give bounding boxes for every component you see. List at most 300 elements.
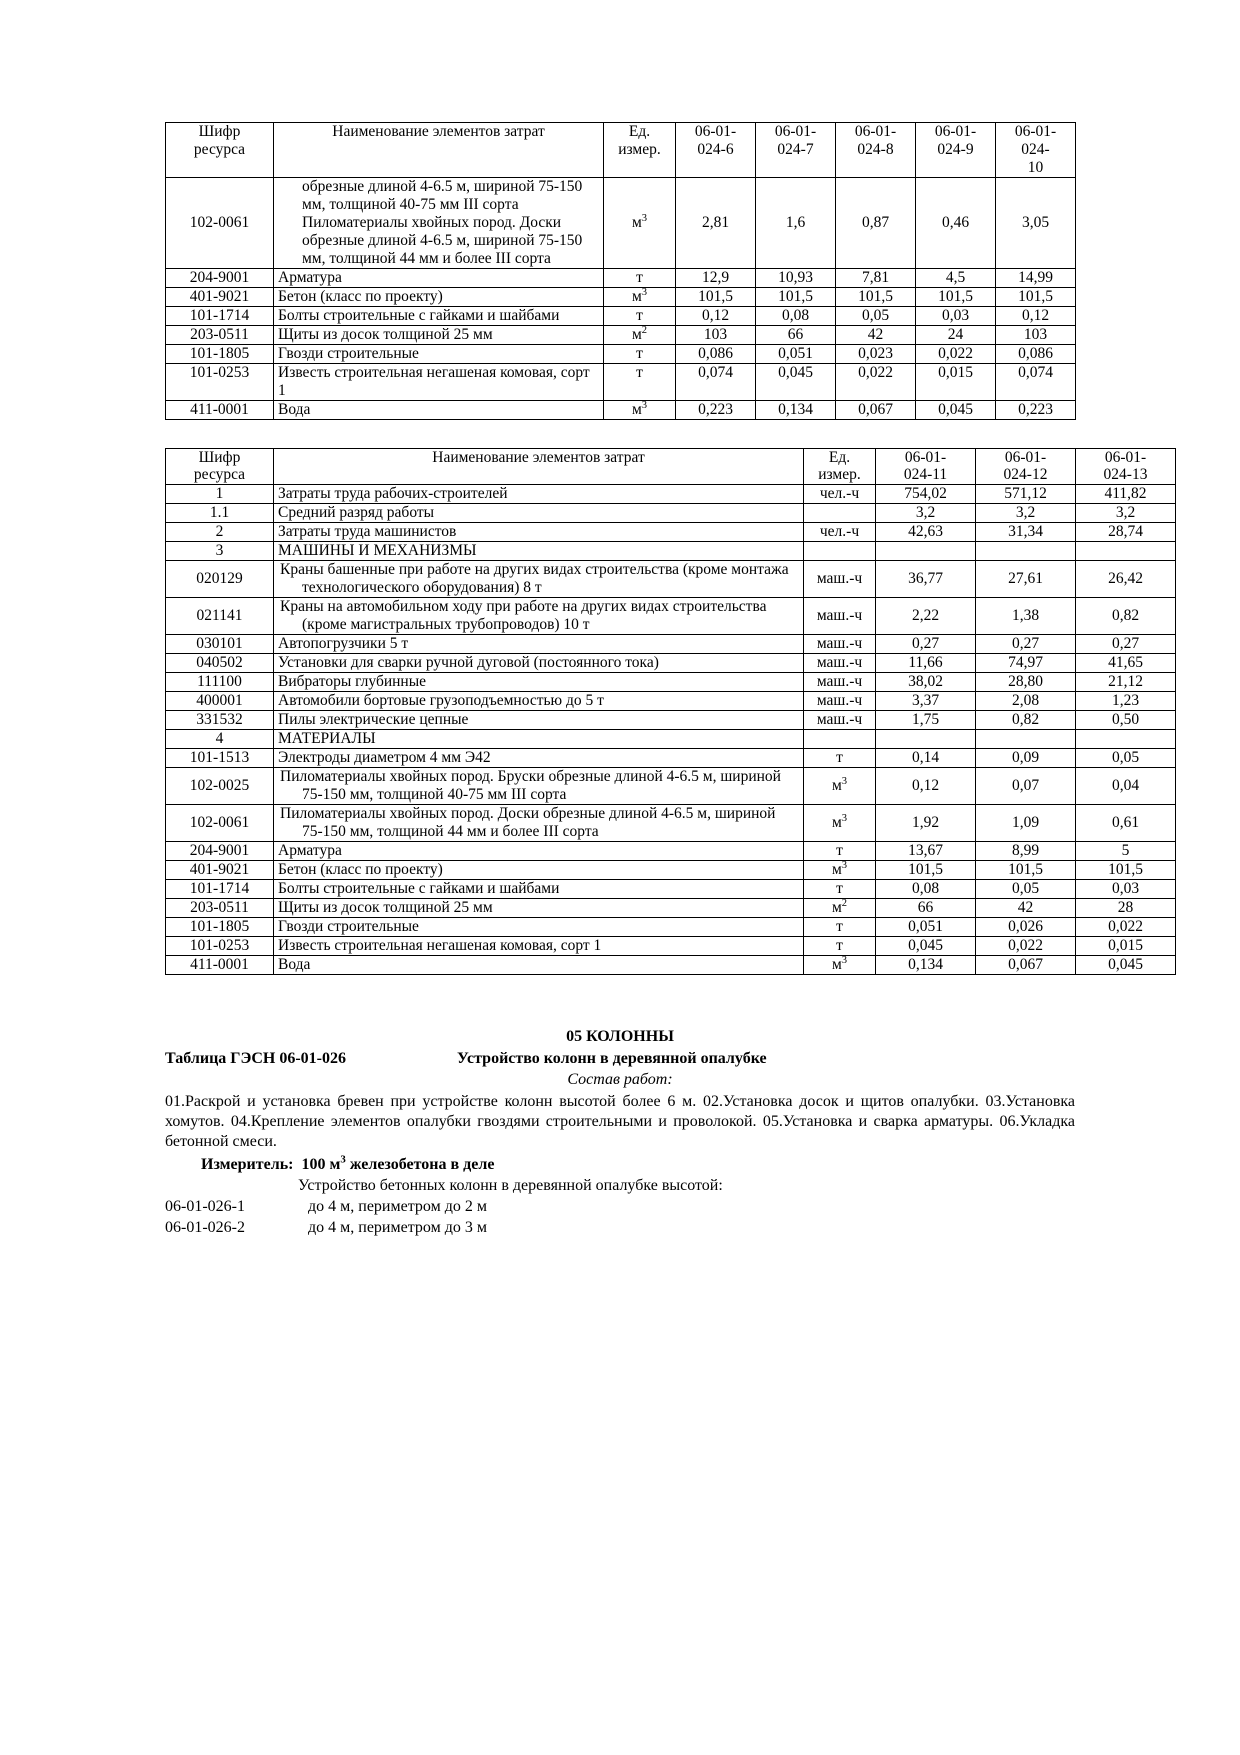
cell-value: 0,46 [916,177,996,268]
col-code-line1: 06-01- [1014,123,1057,140]
cell-resource-code: 400001 [166,692,274,711]
cell-value: 66 [756,325,836,344]
cell-resource-code: 401-9021 [166,860,274,879]
cell-unit: т [604,268,676,287]
header-code-line1: Шифр [198,448,241,466]
cell-value: 0,015 [916,363,996,400]
cell-resource-code: 102-0061 [166,804,274,841]
norm-item [165,1197,1075,1217]
cell-item-name: Краны башенные при работе на других видах строительства (кроме монтажа технологического оборудования) 8 т [274,561,804,598]
table-row [166,898,1176,917]
col-code-line2: 024-13 [1103,466,1148,484]
norm-item-code: 06-01-026-1 [165,1198,245,1216]
cell-value: 0,067 [836,400,916,419]
table-row [166,879,1176,898]
section-heading: 05 КОЛОННЫ [566,1027,674,1045]
table-row [166,955,1176,974]
header-unit-cell [604,123,676,178]
cell-unit: маш.-ч [804,673,876,692]
col-code-line1: 06-01- [854,123,897,140]
table-row [166,598,1176,635]
cell-item-name: Вибраторы глубинные [274,673,804,692]
header-col-024-13 [1076,448,1176,485]
cell-item-name: Гвозди строительные [274,917,804,936]
cell-item-name: Пилы электрические цепные [274,711,804,730]
cell-resource-code: 020129 [166,561,274,598]
cell-unit: $м^3$ [804,860,876,879]
cell-value: 3,2 [976,504,1076,523]
cell-resource-code: 102-0025 [166,767,274,804]
cell-value: 103 [996,325,1076,344]
cell-value: 0,09 [976,749,1076,768]
col-code-line2: 024-9 [937,140,974,158]
table-row [166,635,1176,654]
cell-item-name: Затраты труда рабочих-строителей [274,485,804,504]
cell-value: 101,5 [996,287,1076,306]
cell-value: 3,2 [876,504,976,523]
cell-value: 11,66 [876,654,976,673]
cell-value: 41,65 [1076,654,1176,673]
cell-resource-code: 1.1 [166,504,274,523]
norm-item-code: 06-01-026-2 [165,1219,245,1237]
cell-item-name: Пиломатериалы хвойных пород. Бруски обрезные длиной 4-6.5 м, шириной 75-150 мм, толщиной 40-75 мм III сорта [274,767,804,804]
measure-value [298,1153,495,1173]
cell-unit: т [804,917,876,936]
table-row [166,177,1076,268]
cell-item-name: Вода [274,955,804,974]
cell-value: 42,63 [876,523,976,542]
footer-text-block [165,1027,1075,1239]
cell-value: 101,5 [756,287,836,306]
resource-table-024-11-to-13 [165,448,1176,975]
header-unit-line2: измер. [818,466,861,484]
table-row [166,287,1076,306]
cell-value: 0,223 [996,400,1076,419]
cell-value: 28 [1076,898,1176,917]
cell-unit: маш.-ч [804,692,876,711]
cell-value: 0,045 [1076,955,1176,974]
cell-value: 2,08 [976,692,1076,711]
cell-value: 0,82 [976,711,1076,730]
cell-value: 0,05 [976,879,1076,898]
header-unit-line1: Ед. [628,123,651,140]
cell-value: 0,03 [1076,879,1176,898]
table-row [166,268,1076,287]
cell-resource-code: 021141 [166,598,274,635]
col-code-line2: 024-12 [1003,466,1048,484]
cell-value: 2,22 [876,598,976,635]
cell-value: 7,81 [836,268,916,287]
cell-value: 28,74 [1076,523,1176,542]
cell-value: 0,026 [976,917,1076,936]
col-code-line1: 06-01- [904,448,947,466]
cell-value: 0,015 [1076,936,1176,955]
cell-value [976,730,1076,749]
cell-resource-code: 203-0511 [166,325,274,344]
cell-value: 12,9 [676,268,756,287]
cell-item-name: Затраты труда машинистов [274,523,804,542]
cell-unit: т [804,879,876,898]
cell-value: 0,086 [996,344,1076,363]
cell-value [1076,542,1176,561]
cell-value: 0,12 [876,767,976,804]
cell-item-name: Краны на автомобильном ходу при работе на других видах строительства (кроме магистральных трубопроводов) 10 т [274,598,804,635]
cell-value: 14,99 [996,268,1076,287]
cell-value: 0,08 [756,306,836,325]
cell-value: 0,045 [916,400,996,419]
table-row [166,917,1176,936]
unit-exponent: 3 [841,954,848,966]
table-row [166,730,1176,749]
cell-resource-code: 4 [166,730,274,749]
cell-value: 0,27 [1076,635,1176,654]
cell-resource-code: 101-0253 [166,363,274,400]
cell-resource-code: 331532 [166,711,274,730]
table-row [166,485,1176,504]
cell-item-name: Гвозди строительные [274,344,604,363]
measure-value-post: железобетона в деле [345,1155,495,1173]
cell-value: 754,02 [876,485,976,504]
cell-value: 0,82 [1076,598,1176,635]
cell-resource-code: 411-0001 [166,955,274,974]
cell-resource-code: 101-1805 [166,917,274,936]
table-row [166,711,1176,730]
table-row [166,325,1076,344]
table-row [166,504,1176,523]
cell-value: 1,75 [876,711,976,730]
cell-value: 0,12 [996,306,1076,325]
cell-unit: маш.-ч [804,561,876,598]
table-row [166,306,1076,325]
cell-value: 101,5 [1076,860,1176,879]
table-row [166,673,1176,692]
cell-value: 4,5 [916,268,996,287]
norm-item-desc: до 4 м, периметром до 2 м [308,1198,487,1216]
cell-value: 0,05 [1076,749,1176,768]
table-row [166,692,1176,711]
cell-value: 8,99 [976,841,1076,860]
col-code-line1: 06-01- [1004,448,1047,466]
cell-item-name: МАТЕРИАЛЫ [274,730,804,749]
cell-resource-code: 401-9021 [166,287,274,306]
cell-unit: маш.-ч [804,598,876,635]
cell-value: 27,61 [976,561,1076,598]
cell-item-name: Болты строительные с гайками и шайбами [274,306,604,325]
cell-value: 0,045 [756,363,836,400]
cell-value: 10,93 [756,268,836,287]
resource-table-024-6-to-10 [165,122,1076,420]
unit-exponent: 2 [641,324,648,336]
cell-value: 0,08 [876,879,976,898]
cell-resource-code: 101-1513 [166,749,274,768]
cell-item-name: Средний разряд работы [274,504,804,523]
cell-value: 0,074 [996,363,1076,400]
cell-value: 1,23 [1076,692,1176,711]
cell-item-name: Автомобили бортовые грузоподъемностью до 5 т [274,692,804,711]
table-row [166,860,1176,879]
cell-unit: т [804,841,876,860]
header-col-024-8 [836,123,916,178]
cell-value: 0,05 [836,306,916,325]
cell-value: 0,022 [976,936,1076,955]
cell-unit: т [604,363,676,400]
cell-unit: $м^2$ [604,325,676,344]
cell-value: 101,5 [836,287,916,306]
measure-line [165,1155,1075,1175]
cell-value: 0,086 [676,344,756,363]
cell-value: 0,023 [836,344,916,363]
cell-value: 42 [976,898,1076,917]
table-row [166,749,1176,768]
cell-value: 0,07 [976,767,1076,804]
cell-item-name: Электроды диаметром 4 мм Э42 [274,749,804,768]
header-unit-cell [804,448,876,485]
header-col-024-9 [916,123,996,178]
cell-value: 0,134 [876,955,976,974]
cell-item-name: Бетон (класс по проекту) [274,860,804,879]
cell-value: 103 [676,325,756,344]
cell-value: 38,02 [876,673,976,692]
cell-value: 0,067 [976,955,1076,974]
cell-unit: т [604,344,676,363]
cell-value: 0,04 [1076,767,1176,804]
header-col-024-12 [976,448,1076,485]
header-name-cell: Наименование элементов затрат [274,448,804,485]
col-code-line2: 024-7 [777,140,814,158]
cell-item-name: Вода [274,400,604,419]
col-code-line2: 024-6 [697,140,734,158]
unit-exponent: 3 [841,859,848,871]
cell-item-name: Бетон (класс по проекту) [274,287,604,306]
subtitle-line: Устройство бетонных колонн в деревянной опалубке высотой: [298,1176,723,1194]
measure-value-sup: 3 [340,1153,346,1166]
cell-unit: т [804,749,876,768]
cell-resource-code: 204-9001 [166,841,274,860]
cell-value: 101,5 [676,287,756,306]
table-label: Таблица ГЭСН 06-01-026 [165,1049,346,1067]
cell-value: 101,5 [976,860,1076,879]
col-code-line2: 024-8 [857,140,894,158]
table2-body [166,485,1176,974]
header-code-line1: Шифр [198,123,241,140]
cell-item-name: Автопогрузчики 5 т [274,635,804,654]
cell-value: 0,045 [876,936,976,955]
cell-unit: чел.-ч [804,523,876,542]
cell-value: 101,5 [916,287,996,306]
unit-exponent: 3 [641,399,648,411]
cell-value: 24 [916,325,996,344]
cell-value: 36,77 [876,561,976,598]
cell-value: 0,03 [916,306,996,325]
cell-value: 0,50 [1076,711,1176,730]
cell-unit: маш.-ч [804,654,876,673]
cell-value: 0,022 [916,344,996,363]
table-row [166,841,1176,860]
cell-value: 0,022 [836,363,916,400]
cell-value [1076,730,1176,749]
cell-value: 31,34 [976,523,1076,542]
cell-resource-code: 1 [166,485,274,504]
table-row [166,363,1076,400]
cell-value: 3,37 [876,692,976,711]
cell-value: 13,67 [876,841,976,860]
cell-resource-code: 111100 [166,673,274,692]
header-code-cell [166,448,274,485]
cell-resource-code: 3 [166,542,274,561]
cell-value: 42 [836,325,916,344]
header-unit-line1: Ед. [828,448,851,466]
header-code-line2: ресурса [193,140,246,158]
cell-value: 21,12 [1076,673,1176,692]
cell-value: 1,92 [876,804,976,841]
table-row [166,542,1176,561]
cell-unit: $м^3$ [804,804,876,841]
cell-unit: $м^2$ [804,898,876,917]
cell-value: 0,14 [876,749,976,768]
table-row [166,654,1176,673]
composition-label: Состав работ: [567,1071,673,1089]
cell-resource-code: 101-1714 [166,879,274,898]
works-text: 01.Раскрой и установка бревен при устройстве колонн высотой более 6 м. 02.Установка досок и щитов опалубки. 03.Установка хомутов. 04.Крепление элементов опалубки гвоздями строительными и проволокой. 05.Установка и сварка арматуры. 06.Укладка бетонной смеси. [165,1092,1075,1151]
cell-value: 0,051 [876,917,976,936]
cell-item-name: Арматура [274,268,604,287]
cell-value: 0,27 [976,635,1076,654]
table1-body [166,177,1076,419]
header-code-cell [166,123,274,178]
cell-resource-code: 030101 [166,635,274,654]
unit-exponent: 3 [641,286,648,298]
cell-item-name: Пиломатериалы хвойных пород. Доски обрезные длиной 4-6.5 м, шириной 75-150 мм, толщиной 44 мм и более III сорта [274,804,804,841]
header-col-024-6 [676,123,756,178]
cell-resource-code: 204-9001 [166,268,274,287]
cell-resource-code: 101-1714 [166,306,274,325]
cell-unit: маш.-ч [804,711,876,730]
cell-value: 0,27 [876,635,976,654]
header-unit-line2: измер. [618,140,661,158]
unit-exponent: 3 [841,775,848,787]
table-row [166,804,1176,841]
cell-item-name: Щиты из досок толщиной 25 мм [274,898,804,917]
works-description [165,1092,1075,1153]
cell-value: 74,97 [976,654,1076,673]
cell-unit: чел.-ч [804,485,876,504]
cell-unit [804,542,876,561]
table-row [166,767,1176,804]
cell-unit: $м^3$ [804,767,876,804]
cell-item-name: МАШИНЫ И МЕХАНИЗМЫ [274,542,804,561]
col-code-line2: 024-11 [903,466,948,484]
cell-value: 1,09 [976,804,1076,841]
cell-value: 3,05 [996,177,1076,268]
cell-value: 411,82 [1076,485,1176,504]
cell-resource-code: 040502 [166,654,274,673]
cell-value: 66 [876,898,976,917]
cell-item-name: Известь строительная негашеная комовая, сорт 1 [274,936,804,955]
col-code-line1: 06-01- [774,123,817,140]
cell-value [876,542,976,561]
unit-exponent: 3 [641,212,648,224]
cell-resource-code: 102-0061 [166,177,274,268]
cell-resource-code: 411-0001 [166,400,274,419]
cell-value: 0,12 [676,306,756,325]
header-col-024-11 [876,448,976,485]
measure-value-pre: 100 м [301,1155,341,1173]
cell-value: 3,2 [1076,504,1176,523]
cell-value: 0,61 [1076,804,1176,841]
cell-unit [804,730,876,749]
header-code-line2: ресурса [193,466,246,484]
cell-item-name: Болты строительные с гайками и шайбами [274,879,804,898]
cell-value: 571,12 [976,485,1076,504]
cell-unit: т [804,936,876,955]
measure-label: Измеритель: [201,1155,294,1173]
cell-value: 0,223 [676,400,756,419]
col-code-line1: 06-01- [1104,448,1147,466]
header-col-024-10 [996,123,1076,178]
cell-value: 0,074 [676,363,756,400]
norm-item [165,1218,1075,1238]
cell-unit: т [604,306,676,325]
table-gap [165,420,1080,448]
cell-value: 0,022 [1076,917,1176,936]
col-code-line3: 10 [1027,158,1044,176]
cell-unit: $м^3$ [804,955,876,974]
table-row [166,936,1176,955]
unit-exponent: 3 [841,812,848,824]
table-title: Устройство колонн в деревянной опалубке [457,1049,767,1067]
cell-unit: $м^3$ [604,177,676,268]
col-code-line2: 024- [1021,140,1050,158]
cell-value [876,730,976,749]
cell-value: 5 [1076,841,1176,860]
cell-item-name: Арматура [274,841,804,860]
table-row [166,523,1176,542]
cell-unit: маш.-ч [804,635,876,654]
cell-item-name: обрезные длиной 4-6.5 м, шириной 75-150 мм, толщиной 40-75 мм III сорта Пиломатериалы хвойных пород. Доски обрезные длиной 4-6.5 м, шириной 75-150 мм, толщиной 44 мм и более III сорта [274,177,604,268]
cell-item-name: Щиты из досок толщиной 25 мм [274,325,604,344]
cell-value: 28,80 [976,673,1076,692]
col-code-line1: 06-01- [694,123,737,140]
cell-value: 0,87 [836,177,916,268]
cell-value [976,542,1076,561]
cell-unit [804,504,876,523]
cell-value: 0,134 [756,400,836,419]
cell-value: 26,42 [1076,561,1176,598]
cell-item-name: Известь строительная негашеная комовая, сорт 1 [274,363,604,400]
table-label-line [165,1049,1075,1069]
cell-unit: $м^3$ [604,287,676,306]
norm-items-list [165,1197,1075,1239]
norm-item-desc: до 4 м, периметром до 3 м [308,1219,487,1237]
cell-value: 101,5 [876,860,976,879]
table-row [166,561,1176,598]
header-name-cell: Наименование элементов затрат [274,123,604,178]
cell-resource-code: 101-0253 [166,936,274,955]
table1-header [166,123,1076,178]
cell-value: 0,051 [756,344,836,363]
cell-unit: $м^3$ [604,400,676,419]
header-col-024-7 [756,123,836,178]
cell-value: 1,38 [976,598,1076,635]
table2-header [166,448,1176,485]
col-code-line1: 06-01- [934,123,977,140]
cell-resource-code: 203-0511 [166,898,274,917]
table-row [166,344,1076,363]
cell-resource-code: 101-1805 [166,344,274,363]
cell-value: 2,81 [676,177,756,268]
cell-value: 1,6 [756,177,836,268]
cell-resource-code: 2 [166,523,274,542]
